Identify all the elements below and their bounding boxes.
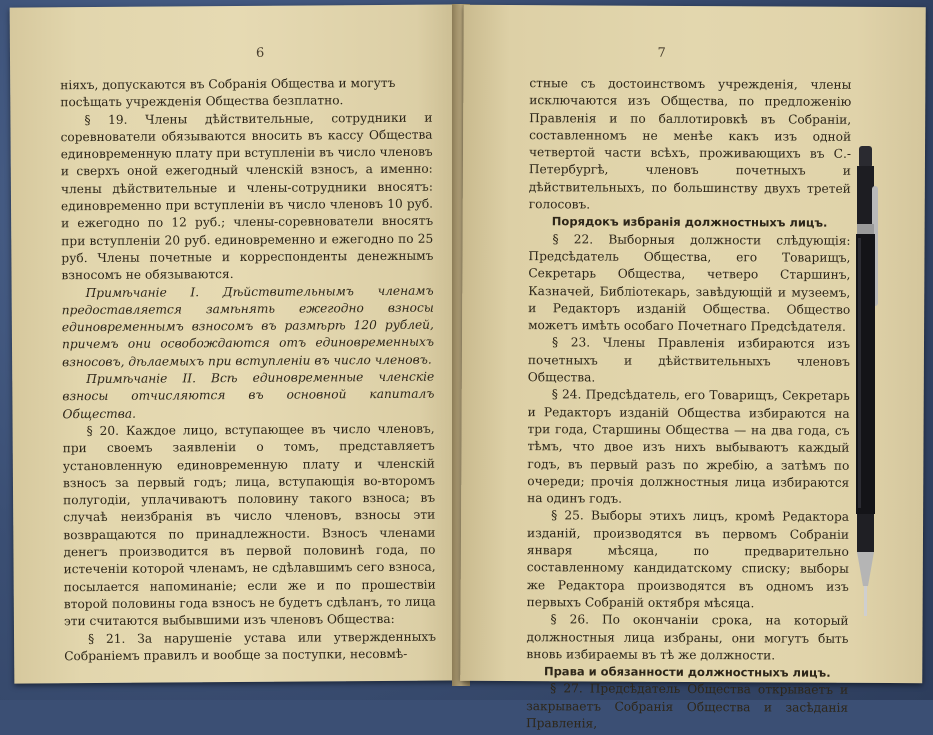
left-note-1: Примѣчаніе I. Дѣйствительнымъ членамъ предоставляется замѣнять ежегодно взносы единовременнымъ взносомъ въ размѣрѣ 120 рублей, причемъ они освобождаются отъ единовременныхъ взносовъ, дѣлаемыхъ при вступленіи въ число членовъ.	[61, 283, 435, 369]
right-page-text	[526, 75, 851, 734]
right-heading-1: Порядокъ избранія должностныхъ лицъ.	[551, 214, 828, 231]
left-page-text	[60, 75, 436, 666]
right-page-number: 7	[657, 45, 666, 61]
left-para-20: § 20. Каждое лицо, вступающее въ число членовъ, при своемъ заявленіи о томъ, представляетъ установленную единовременную плату и членскій взносъ за первый годъ; лица, вступающія во-второмъ полугодіи, уплачиваютъ половину такого взноса; въ случаѣ неизбранія въ число членовъ, взносы эти возвращаются по принадлежности. Взносъ членами денегъ производится въ первой половинѣ года, по истеченіи которой членамъ, не сдѣлавшимъ сего взноса, посылается напоминаніе; если же и по прошествіи второй половины года взносъ не будетъ сдѣланъ, то лица эти считаются выбывшими изъ членовъ Общества:	[62, 421, 436, 629]
left-para-21: § 21. За нарушеніе устава или утвержденныхъ Собраніемъ правилъ и вообще за поступки, несовмѣ-	[64, 629, 437, 664]
left-page	[10, 4, 467, 683]
right-para-23: § 23. Члены Правленія избираются изъ почетныхъ и дѣйствительныхъ членовъ Общества.	[527, 335, 851, 385]
right-para-24: § 24. Предсѣдатель, его Товарищъ, Секретарь и Редакторъ изданій Общества избираются на три года, Старшины Общества — на два года, съ тѣмъ, что двое изъ нихъ выбываютъ каждый годъ, въ первый разъ по жребію, а затѣмъ по очереди; прочія должностныя лица избираются на одинъ годъ.	[527, 387, 850, 506]
right-heading-2: Права и обязанности должностныхъ лицъ.	[543, 664, 831, 680]
right-para-25: § 25. Выборы этихъ лицъ, кромѣ Редактора изданій, производятся въ первомъ Собраніи января мѣсяца, по предварительно составленному кандидатскому списку; выборы же Редактора производятся въ одномъ изъ первыхъ Собраній октября мѣсяца.	[526, 508, 850, 611]
right-para-27: § 27. Предсѣдатель Общества открываетъ и закрываетъ Собранія Общества и засѣданія Правленія,	[525, 681, 849, 731]
right-para-1: стные съ достоинствомъ учрежденія, члены исключаются изъ Общества, по предложенію Правленія и по баллотировкѣ въ Собраніи, составленномъ не менѣе какъ изъ одной четвертой части всѣхъ, проживающихъ въ С.-Петербургѣ, членовъ почетныхъ и дѣйствительныхъ, по большинству двухъ третей голосовъ.	[528, 76, 852, 212]
left-note-2: Примѣчаніе II. Всѣ единовременные членскіе взносы отчисляются въ основной капиталъ Общества.	[62, 369, 435, 421]
left-para-19: § 19. Члены дѣйствительные, сотрудники и соревнователи обязываются вносить въ кассу Общества единовременную плату при вступленіи въ число членовъ и сверхъ оной ежегодный членскій взносъ, а именно: члены дѣйствительные и члены-сотрудники вносятъ: единовременно при вступленіи въ число членовъ 10 руб. и ежегодно по 12 руб.; члены-соревнователи вносятъ при вступленіи 20 руб. единовременно и ежегодно по 25 руб. Члены почетные и корреспонденты денежнымъ взносомъ не обязываются.	[60, 110, 434, 283]
left-line-1: ніяхъ, допускаются въ Собранія Общества и могутъ	[60, 75, 396, 93]
right-para-26: § 26. По окончаніи срока, на который должностныя лица избраны, они могутъ быть вновь избираемы въ тѣ же должности.	[526, 612, 849, 663]
right-para-22: § 22. Выборныя должности слѣдующія: Предсѣдатель Общества, его Товарищъ, Секретарь Общества, четверо Старшинъ, Казначей, Библіотекарь, завѣдующій и музеемъ, и Редакторъ изданій Общества. Общество можетъ имѣть особаго Почетнаго Предсѣдателя.	[528, 231, 851, 334]
left-line-2: посѣщать учрежденія Общества безплатно.	[60, 93, 344, 110]
left-page-number: 6	[255, 45, 265, 61]
mechanical-pencil-icon	[848, 146, 882, 626]
